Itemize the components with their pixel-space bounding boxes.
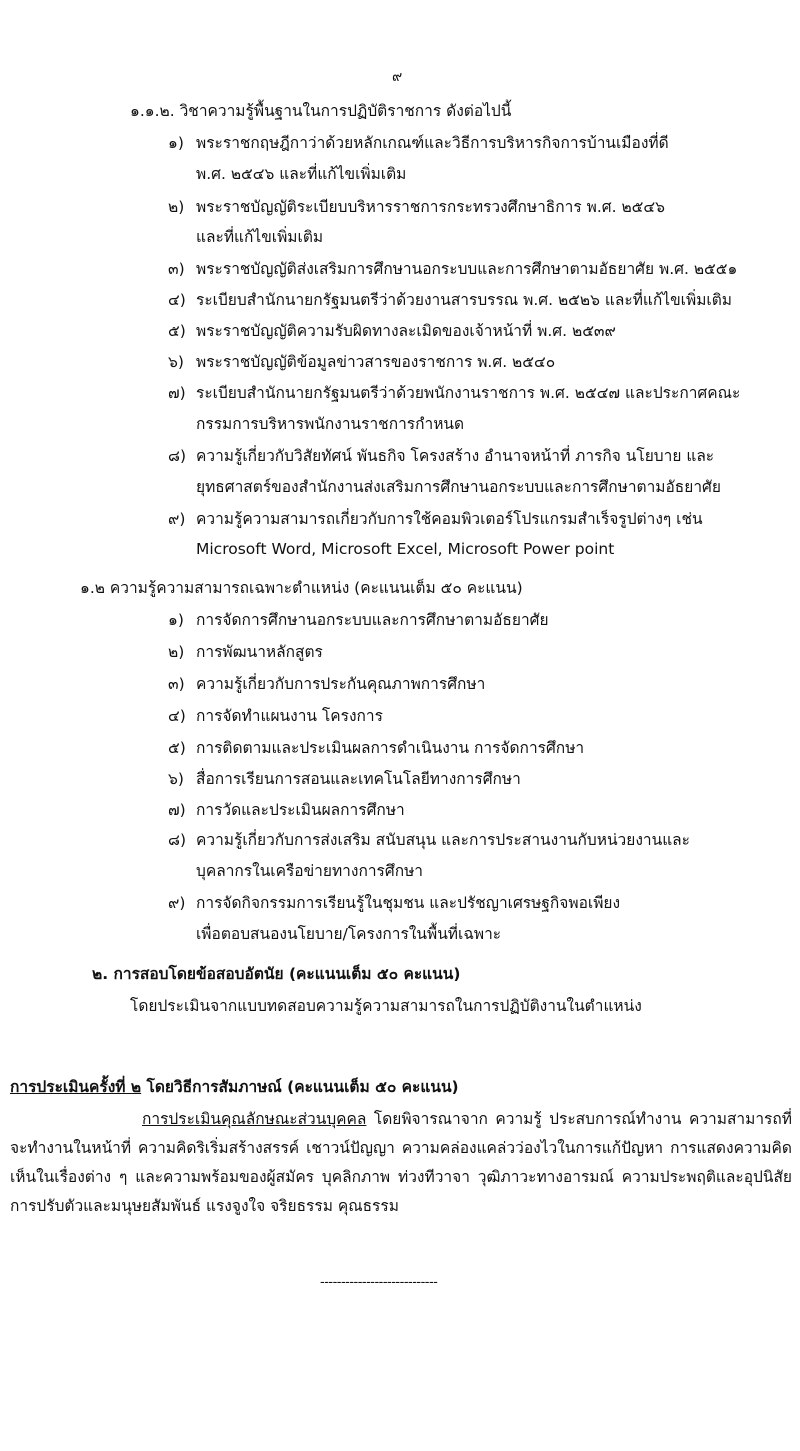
list-item-text: การติดตามและประเมินผลการดำเนินงาน การจัดการศึกษา	[196, 739, 585, 757]
list-item-number: ๒)	[168, 643, 185, 661]
list-item-number: ๗)	[168, 801, 186, 819]
list-item-text: พ.ศ. ๒๕๔๖ และที่แก้ไขเพิ่มเติม	[196, 165, 407, 183]
list-item-text: การจัดทำแผนงาน โครงการ	[196, 707, 383, 725]
list-item-text: การจัดกิจกรรมการเรียนรู้ในชุมชน และปรัชญาเศรษฐกิจพอเพียง	[196, 894, 621, 912]
list-item-number: ๑)	[168, 134, 184, 152]
list-item-text: ความรู้เกี่ยวกับการประกันคุณภาพการศึกษา	[196, 675, 486, 693]
list-item-number: ๖)	[168, 770, 184, 788]
list-item-number: ๖)	[168, 353, 184, 371]
list-item-number: ๒)	[168, 198, 185, 216]
list-item-text: พระราชบัญญัติระเบียบบริหารราชการกระทรวงศึกษาธิการ พ.ศ. ๒๕๔๖	[196, 198, 665, 216]
list-item-number: ๙)	[168, 510, 186, 528]
list-item-number: ๕)	[168, 322, 186, 340]
list-item-number: ๔)	[168, 291, 186, 309]
list-item-text: พระราชบัญญัติส่งเสริมการศึกษานอกระบบและการศึกษาตามอัธยาศัย พ.ศ. ๒๕๕๑	[196, 260, 738, 278]
list-item-number: ๔)	[168, 707, 186, 725]
list-item-text: ความรู้เกี่ยวกับวิสัยทัศน์ พันธกิจ โครงสร้าง อำนาจหน้าที่ ภารกิจ นโยบาย และ	[196, 447, 715, 465]
list-item-number: ๓)	[168, 260, 185, 278]
list-item-text: การจัดการศึกษานอกระบบและการศึกษาตามอัธยาศัย	[196, 611, 549, 629]
page-number: ๙	[392, 69, 403, 85]
list-item-text: พระราชบัญญัติข้อมูลข่าวสารของราชการ พ.ศ. ๒๕๔๐	[196, 353, 556, 371]
list-item-text: การวัดและประเมินผลการศึกษา	[196, 801, 405, 819]
section-1-2-heading: ๑.๒ ความรู้ความสามารถเฉพาะตำแหน่ง (คะแนนเต็ม ๕๐ คะแนน)	[80, 579, 523, 597]
list-item-text: ความรู้ความสามารถเกี่ยวกับการใช้คอมพิวเตอร์โปรแกรมสำเร็จรูปต่างๆ เช่น	[196, 510, 703, 528]
evaluation-2-paragraph-text: โดยพิจารณาจาก ความรู้ ประสบการณ์ทำงาน ความสามารถที่จะทำงานในหน้าที่ ความคิดริเริ่มสร้างสรรค์ เชาวน์ปัญญา ความคล่องแคล่วว่องไวในการแก้ปัญหา การแสดงความคิดเห็นในเรื่องต่าง ๆ และความพร้อมของผู้สมัคร บุคลิกภาพ ท่วงทีวาจา วุฒิภาวะทางอารมณ์ ความประพฤติและอุปนิสัย การปรับตัวและมนุษยสัมพันธ์ แรงจูงใจ จริยธรรม คุณธรรม	[10, 1110, 792, 1215]
separator-line: ----------------------------	[320, 1275, 438, 1290]
list-item-text: ระเบียบสำนักนายกรัฐมนตรีว่าด้วยพนักงานราชการ พ.ศ. ๒๕๔๗ และประกาศคณะ	[196, 384, 741, 402]
list-item-number: ๘)	[168, 447, 187, 465]
list-item-text: ความรู้เกี่ยวกับการส่งเสริม สนับสนุน และการประสานงานกับหน่วยงานและ	[196, 831, 691, 849]
evaluation-2-label: การประเมินครั้งที่ ๒	[10, 1078, 142, 1096]
evaluation-2-heading-rest: โดยวิธีการสัมภาษณ์ (คะแนนเต็ม ๕๐ คะแนน)	[141, 1078, 459, 1096]
list-item-text: Microsoft Word, Microsoft Excel, Microsoft Power point	[196, 540, 615, 558]
list-item-number: ๑)	[168, 611, 184, 629]
list-item-number: ๙)	[168, 894, 186, 912]
section-2-heading: ๒. การสอบโดยข้อสอบอัตนัย (คะแนนเต็ม ๕๐ คะแนน)	[92, 965, 461, 983]
list-item-number: ๕)	[168, 739, 186, 757]
list-item-text: เพื่อตอบสนองนโยบาย/โครงการในพื้นที่เฉพาะ	[196, 925, 502, 943]
list-item-text: ยุทธศาสตร์ของสำนักงานส่งเสริมการศึกษานอกระบบและการศึกษาตามอัธยาศัย	[196, 478, 721, 496]
list-item-number: ๘)	[168, 831, 187, 849]
evaluation-2-heading	[10, 1076, 459, 1098]
personal-characteristics-label: การประเมินคุณลักษณะส่วนบุคคล	[142, 1110, 367, 1128]
list-item-text: สื่อการเรียนการสอนและเทคโนโลยีทางการศึกษา	[196, 770, 521, 788]
list-item-number: ๗)	[168, 384, 186, 402]
section-1-1-2-heading: ๑.๑.๒. วิชาความรู้พื้นฐานในการปฏิบัติราชการ ดังต่อไปนี้	[130, 102, 512, 120]
list-item-text: พระราชบัญญัติความรับผิดทางละเมิดของเจ้าหน้าที่ พ.ศ. ๒๕๓๙	[196, 322, 616, 340]
list-item-text: กรรมการบริหารพนักงานราชการกำหนด	[196, 415, 465, 433]
list-item-text: ระเบียบสำนักนายกรัฐมนตรีว่าด้วยงานสารบรรณ พ.ศ. ๒๕๒๖ และที่แก้ไขเพิ่มเติม	[196, 291, 732, 309]
list-item-text: บุคลากรในเครือข่ายทางการศึกษา	[196, 862, 424, 880]
evaluation-2-paragraph	[10, 1105, 792, 1221]
section-2-text: โดยประเมินจากแบบทดสอบความรู้ความสามารถในการปฏิบัติงานในตำแหน่ง	[130, 997, 642, 1015]
list-item-number: ๓)	[168, 675, 185, 693]
list-item-text: การพัฒนาหลักสูตร	[196, 643, 323, 661]
list-item-text: พระราชกฤษฎีกาว่าด้วยหลักเกณฑ์และวิธีการบริหารกิจการบ้านเมืองที่ดี	[196, 134, 669, 152]
list-item-text: และที่แก้ไขเพิ่มเติม	[196, 228, 324, 246]
